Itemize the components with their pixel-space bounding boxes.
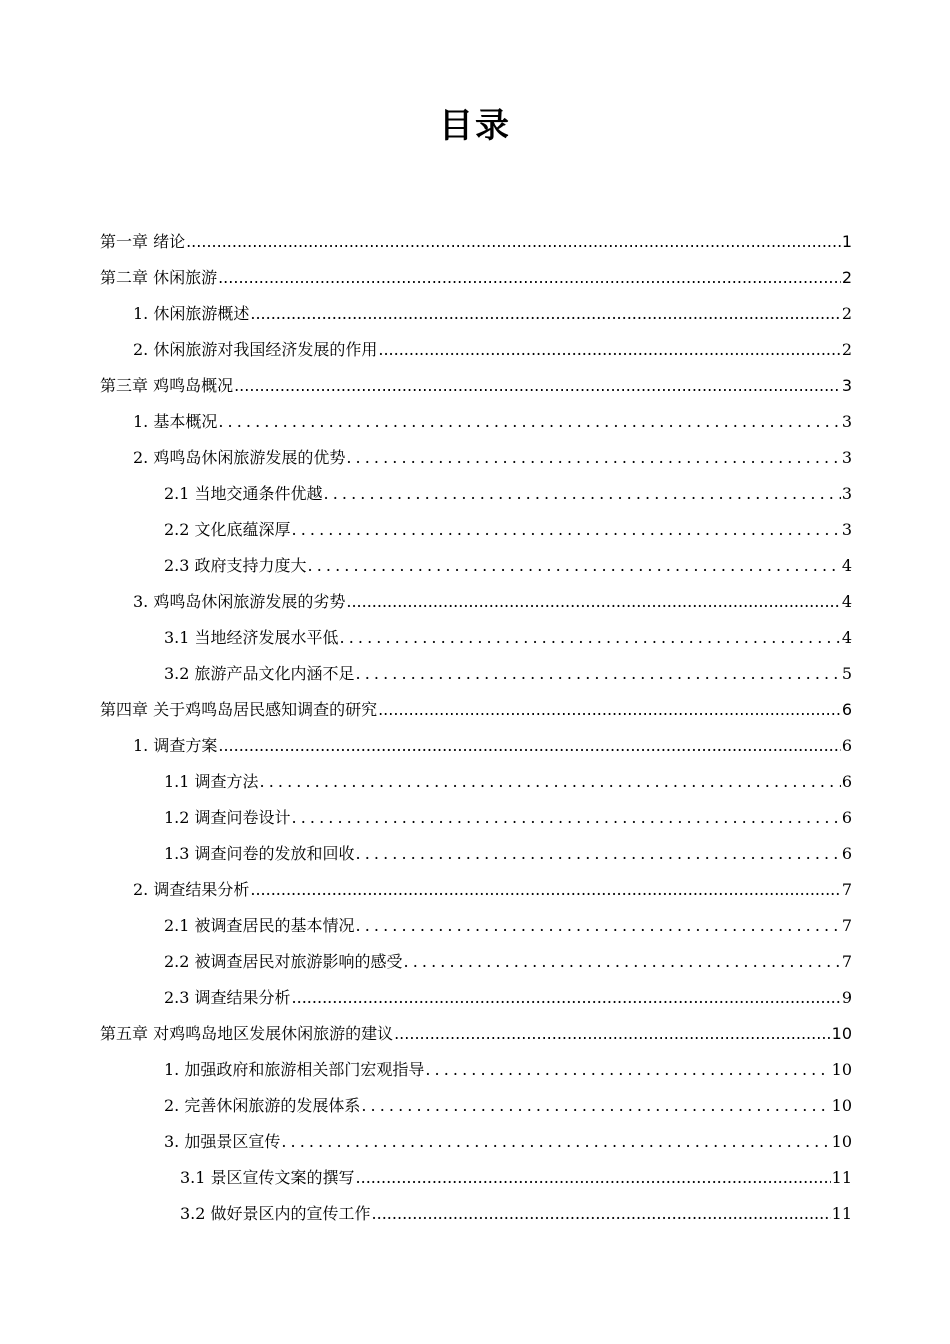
toc-entry[interactable] — [164, 769, 852, 795]
toc-entry-label: 2.3 政府支持力度大 — [164, 556, 307, 575]
toc-entry-label: 2. 休闲旅游对我国经济发展的作用 — [133, 340, 378, 359]
toc-entry-page-number: 3 — [841, 448, 852, 467]
toc-entry-label: 3.1 景区宣传文案的撰写 — [180, 1168, 355, 1187]
toc-entry-page-number: 10 — [831, 1060, 852, 1079]
dot-leader — [218, 409, 840, 435]
toc-entry[interactable] — [164, 805, 852, 831]
toc-entry-page-number: 9 — [841, 988, 852, 1007]
dot-leader — [425, 1057, 830, 1083]
toc-entry[interactable] — [133, 589, 852, 615]
dot-leader — [361, 1093, 830, 1119]
toc-entry-label: 1.3 调查问卷的发放和回收 — [164, 844, 355, 863]
toc-entry-label: 2.1 当地交通条件优越 — [164, 484, 323, 503]
toc-entry[interactable] — [100, 373, 852, 399]
toc-entry-label: 2.3 调查结果分析 — [164, 988, 291, 1007]
toc-entry[interactable] — [164, 949, 852, 975]
toc-entry[interactable] — [180, 1201, 852, 1227]
toc-entry-label: 1.1 调查方法 — [164, 772, 259, 791]
dot-leader — [260, 769, 841, 795]
toc-entry[interactable] — [164, 625, 852, 651]
toc-entry-page-number: 4 — [841, 556, 852, 575]
toc-entry-label: 1. 基本概况 — [133, 412, 218, 431]
dot-leader — [340, 625, 841, 651]
toc-entry[interactable] — [133, 445, 852, 471]
toc-entry-label: 2. 鸡鸣岛休闲旅游发展的优势 — [133, 448, 346, 467]
toc-entry-page-number: 3 — [841, 520, 852, 539]
toc-entry-label: 1. 调查方案 — [133, 736, 218, 755]
toc-entry-page-number: 3 — [841, 412, 852, 431]
dot-leader — [378, 337, 840, 363]
toc-entry-page-number: 10 — [831, 1096, 852, 1115]
toc-entry[interactable] — [164, 841, 852, 867]
toc-entry-page-number: 6 — [841, 736, 852, 755]
dot-leader — [234, 373, 841, 399]
toc-entry-page-number: 3 — [841, 376, 852, 395]
page-title: 目录 — [439, 106, 511, 146]
toc-entry-page-number: 6 — [841, 772, 852, 791]
dot-leader — [356, 1165, 831, 1191]
toc-entry[interactable] — [133, 409, 852, 435]
toc-entry-label: 2.1 被调查居民的基本情况 — [164, 916, 355, 935]
dot-leader — [394, 1021, 831, 1047]
dot-leader — [346, 589, 840, 615]
toc-entry-label: 3.2 旅游产品文化内涵不足 — [164, 664, 355, 683]
toc-entry-label: 3.1 当地经济发展水平低 — [164, 628, 339, 647]
toc-entry-label: 2. 调查结果分析 — [133, 880, 250, 899]
dot-leader — [308, 553, 841, 579]
toc-entry-page-number: 3 — [841, 484, 852, 503]
toc-entry[interactable] — [133, 337, 852, 363]
dot-leader — [292, 805, 841, 831]
toc-entry[interactable] — [100, 697, 852, 723]
toc-entry-page-number: 7 — [841, 952, 852, 971]
toc-entry-page-number: 2 — [841, 268, 852, 287]
toc-entry-label: 第二章 休闲旅游 — [100, 268, 218, 287]
toc-entry-page-number: 6 — [841, 700, 852, 719]
toc-entry-label: 1. 加强政府和旅游相关部门宏观指导 — [164, 1060, 425, 1079]
dot-leader — [186, 229, 841, 255]
toc-entry-label: 2.2 被调查居民对旅游影响的感受 — [164, 952, 403, 971]
toc-entry-label: 第一章 绪论 — [100, 232, 186, 251]
toc-entry[interactable] — [164, 1129, 852, 1155]
toc-entry[interactable] — [100, 1021, 852, 1047]
toc-entry-label: 3. 鸡鸣岛休闲旅游发展的劣势 — [133, 592, 346, 611]
dot-leader — [356, 661, 841, 687]
toc-entry[interactable] — [100, 229, 852, 255]
toc-entry[interactable] — [133, 877, 852, 903]
dot-leader — [356, 841, 841, 867]
toc-entry[interactable] — [180, 1165, 852, 1191]
dot-leader — [250, 301, 840, 327]
toc-entry-label: 2. 完善休闲旅游的发展体系 — [164, 1096, 361, 1115]
toc-entry-page-number: 6 — [841, 808, 852, 827]
toc-entry-page-number: 7 — [841, 880, 852, 899]
dot-leader — [292, 517, 841, 543]
dot-leader — [378, 697, 841, 723]
toc-entry-page-number: 5 — [841, 664, 852, 683]
dot-leader — [404, 949, 841, 975]
toc-entry[interactable] — [164, 553, 852, 579]
toc-entry-page-number: 10 — [831, 1132, 852, 1151]
toc-entry-label: 2.2 文化底蕴深厚 — [164, 520, 291, 539]
toc-entry[interactable] — [133, 733, 852, 759]
toc-entry[interactable] — [164, 913, 852, 939]
toc-entry-page-number: 10 — [831, 1024, 852, 1043]
toc-entry-label: 3. 加强景区宣传 — [164, 1132, 281, 1151]
dot-leader — [250, 877, 840, 903]
toc-entry[interactable] — [100, 265, 852, 291]
dot-leader — [292, 985, 841, 1011]
toc-entry[interactable] — [164, 1057, 852, 1083]
toc-entry-page-number: 2 — [841, 304, 852, 323]
toc-entry-label: 第五章 对鸡鸣岛地区发展休闲旅游的建议 — [100, 1024, 394, 1043]
dot-leader — [372, 1201, 831, 1227]
toc-entry[interactable] — [133, 301, 852, 327]
toc-entry-label: 第三章 鸡鸣岛概况 — [100, 376, 234, 395]
toc-entry-page-number: 1 — [841, 232, 852, 251]
toc-entry-page-number: 6 — [841, 844, 852, 863]
toc-entry[interactable] — [164, 517, 852, 543]
toc-entry-page-number: 4 — [841, 628, 852, 647]
dot-leader — [218, 733, 840, 759]
toc-entry[interactable] — [164, 985, 852, 1011]
toc-entry[interactable] — [164, 661, 852, 687]
toc-entry-page-number: 11 — [831, 1168, 852, 1187]
toc-entry-page-number: 4 — [841, 592, 852, 611]
toc-entry[interactable] — [164, 481, 852, 507]
dot-leader — [356, 913, 841, 939]
dot-leader — [218, 265, 841, 291]
toc-entry-label: 1.2 调查问卷设计 — [164, 808, 291, 827]
toc-entry-label: 3.2 做好景区内的宣传工作 — [180, 1204, 371, 1223]
toc-entry[interactable] — [164, 1093, 852, 1119]
toc-entry-page-number: 11 — [831, 1204, 852, 1223]
dot-leader — [324, 481, 841, 507]
dot-leader — [346, 445, 840, 471]
toc-entry-label: 第四章 关于鸡鸣岛居民感知调查的研究 — [100, 700, 378, 719]
toc-entry-label: 1. 休闲旅游概述 — [133, 304, 250, 323]
toc-entry-page-number: 7 — [841, 916, 852, 935]
toc-entry-page-number: 2 — [841, 340, 852, 359]
dot-leader — [281, 1129, 830, 1155]
